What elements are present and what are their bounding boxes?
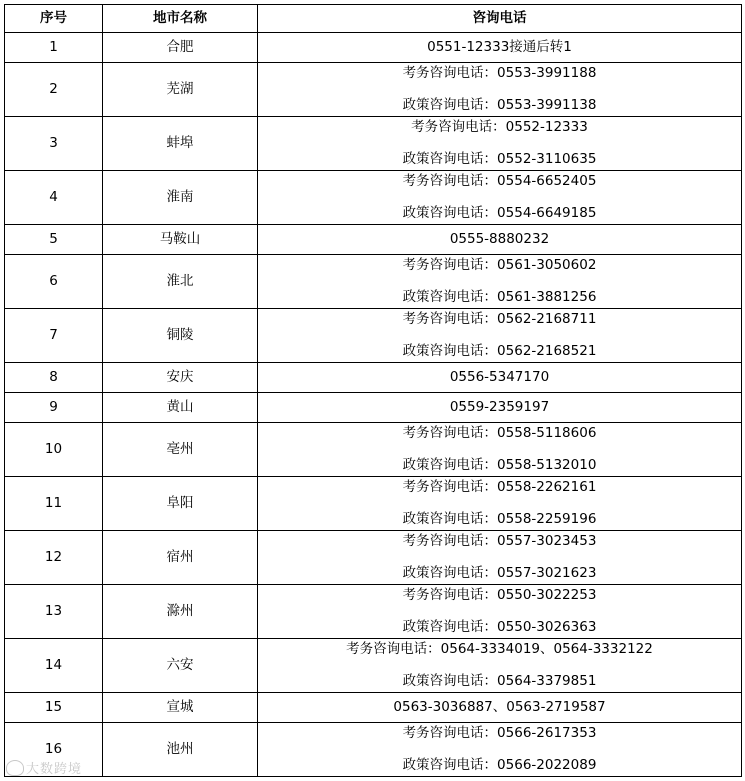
row-city: 池州: [103, 723, 258, 777]
phone-line: 考务咨询电话：0558-2262161: [402, 479, 597, 495]
row-index: 7: [5, 309, 103, 363]
table-row: [5, 117, 742, 171]
row-index: 5: [5, 225, 103, 255]
row-phone: [258, 531, 742, 585]
phone-line: 0555-8880232: [449, 231, 550, 247]
row-city: 阜阳: [103, 477, 258, 531]
table-body: [5, 33, 742, 777]
row-phone: [258, 585, 742, 639]
row-index: 16: [5, 723, 103, 777]
table-header-row: [5, 5, 742, 33]
row-city: 蚌埠: [103, 117, 258, 171]
row-phone: [258, 33, 742, 63]
row-city: 六安: [103, 639, 258, 693]
row-city: 铜陵: [103, 309, 258, 363]
phone-line: 政策咨询电话：0561-3881256: [402, 289, 597, 305]
row-phone: [258, 393, 742, 423]
row-index: 1: [5, 33, 103, 63]
row-phone: [258, 171, 742, 225]
row-phone: [258, 255, 742, 309]
row-city: 淮南: [103, 171, 258, 225]
row-city: 宿州: [103, 531, 258, 585]
phone-line: 政策咨询电话：0550-3026363: [402, 619, 597, 635]
phone-line: 考务咨询电话：0566-2617353: [402, 725, 597, 741]
phone-line: 政策咨询电话：0558-5132010: [402, 457, 597, 473]
row-city: 亳州: [103, 423, 258, 477]
phone-line: 考务咨询电话：0562-2168711: [402, 311, 597, 327]
row-index: 2: [5, 63, 103, 117]
phone-line: 政策咨询电话：0566-2022089: [402, 757, 597, 773]
row-index: 10: [5, 423, 103, 477]
row-phone: [258, 723, 742, 777]
row-phone: [258, 423, 742, 477]
row-index: 3: [5, 117, 103, 171]
phone-line: 0551-12333接通后转1: [427, 39, 572, 55]
logo-icon: [6, 760, 24, 776]
phone-line: 考务咨询电话：0554-6652405: [402, 173, 597, 189]
phone-line: 政策咨询电话：0564-3379851: [402, 673, 597, 689]
phone-line: 政策咨询电话：0553-3991138: [402, 97, 597, 113]
watermark-text: 大数跨境: [26, 762, 83, 777]
row-city: 安庆: [103, 363, 258, 393]
header-phone: 咨询电话: [258, 5, 742, 33]
row-phone: [258, 363, 742, 393]
table-row: [5, 363, 742, 393]
phone-line: 考务咨询电话：0550-3022253: [402, 587, 597, 603]
consult-phone-table: [4, 4, 742, 777]
row-phone: [258, 639, 742, 693]
phone-line: 政策咨询电话：0557-3021623: [402, 565, 597, 581]
table-row: [5, 225, 742, 255]
row-index: 4: [5, 171, 103, 225]
table-row: [5, 693, 742, 723]
header-city: 地市名称: [103, 5, 258, 33]
table-row: [5, 639, 742, 693]
row-phone: [258, 225, 742, 255]
phone-line: 考务咨询电话：0561-3050602: [402, 257, 597, 273]
row-index: 15: [5, 693, 103, 723]
phone-line: 政策咨询电话：0558-2259196: [402, 511, 597, 527]
row-phone: [258, 117, 742, 171]
table-row: [5, 33, 742, 63]
phone-line: 考务咨询电话：0558-5118606: [402, 425, 597, 441]
row-index: 11: [5, 477, 103, 531]
watermark: [6, 758, 82, 777]
table-row: [5, 531, 742, 585]
phone-line: 0559-2359197: [449, 399, 550, 415]
row-index: 9: [5, 393, 103, 423]
row-index: 8: [5, 363, 103, 393]
row-city: 马鞍山: [103, 225, 258, 255]
phone-line: 政策咨询电话：0562-2168521: [402, 343, 597, 359]
table-row: [5, 171, 742, 225]
phone-line: 考务咨询电话：0553-3991188: [402, 65, 597, 81]
row-phone: [258, 693, 742, 723]
row-index: 13: [5, 585, 103, 639]
row-city: 芜湖: [103, 63, 258, 117]
phone-line: 0563-3036887、0563-2719587: [393, 699, 606, 715]
phone-line: 政策咨询电话：0554-6649185: [402, 205, 597, 221]
row-city: 合肥: [103, 33, 258, 63]
phone-line: 考务咨询电话：0564-3334019、0564-3332122: [346, 641, 653, 657]
phone-line: 考务咨询电话：0557-3023453: [402, 533, 597, 549]
row-phone: [258, 477, 742, 531]
row-city: 黄山: [103, 393, 258, 423]
row-city: 淮北: [103, 255, 258, 309]
table-row: [5, 585, 742, 639]
table-row: [5, 255, 742, 309]
table-row: [5, 723, 742, 777]
row-index: 6: [5, 255, 103, 309]
phone-line: 考务咨询电话：0552-12333: [411, 119, 588, 135]
phone-line: 政策咨询电话：0552-3110635: [402, 151, 597, 167]
row-phone: [258, 309, 742, 363]
header-index: 序号: [5, 5, 103, 33]
row-index: 12: [5, 531, 103, 585]
row-phone: [258, 63, 742, 117]
table-row: [5, 63, 742, 117]
row-index: 14: [5, 639, 103, 693]
table-row: [5, 393, 742, 423]
phone-line: 0556-5347170: [449, 369, 550, 385]
row-city: 宣城: [103, 693, 258, 723]
table-row: [5, 477, 742, 531]
table-row: [5, 309, 742, 363]
row-city: 滁州: [103, 585, 258, 639]
table-row: [5, 423, 742, 477]
